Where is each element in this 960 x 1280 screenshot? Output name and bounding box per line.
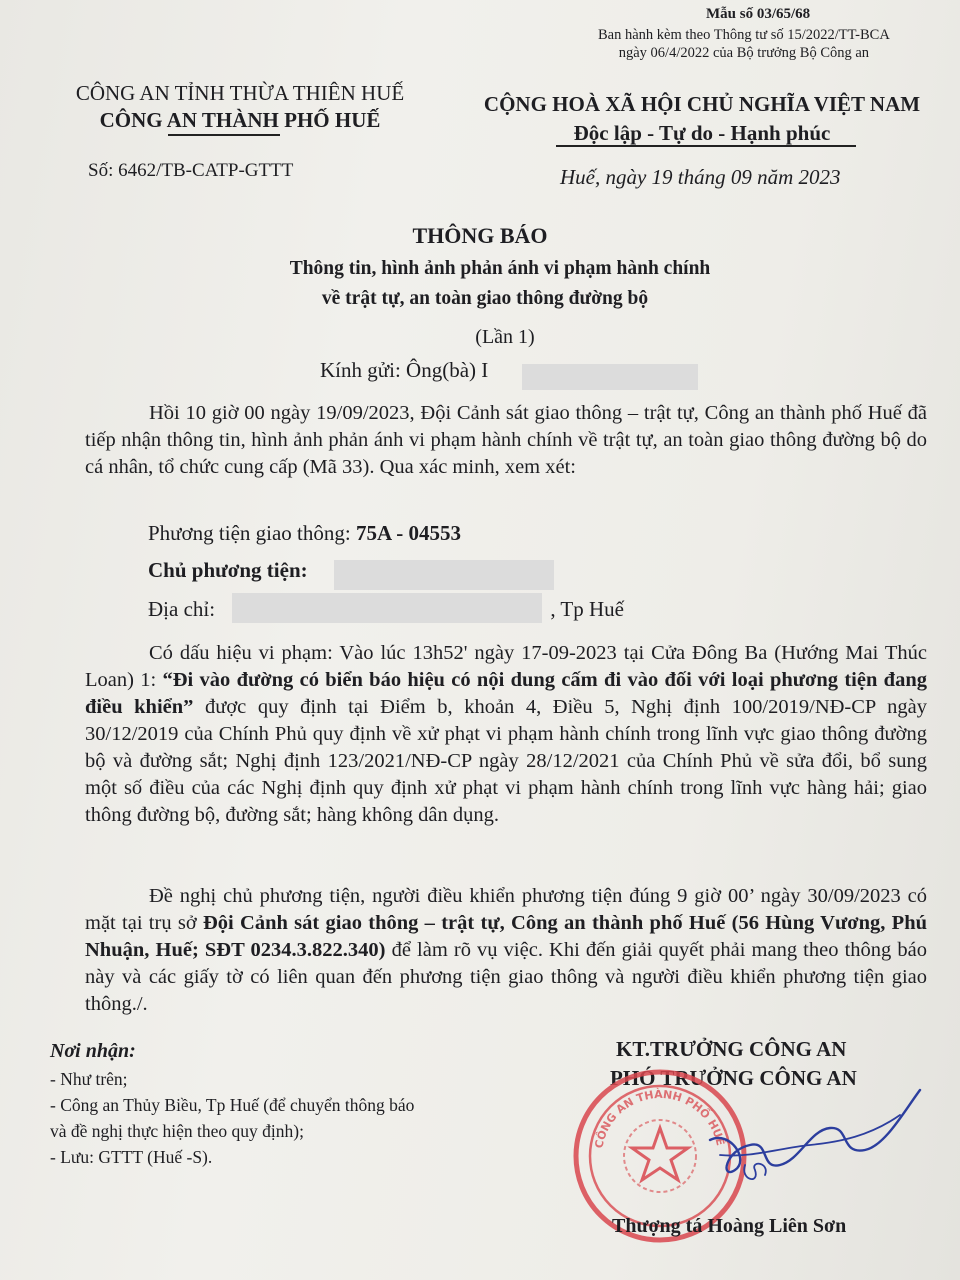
country-name: CỘNG HOÀ XÃ HỘI CHỦ NGHĨA VIỆT NAM [483, 92, 921, 116]
handwritten-signature [690, 1070, 930, 1220]
motto: Độc lập - Tự do - Hạnh phúc [573, 121, 831, 145]
body-paragraph-3 [85, 883, 927, 1018]
address-label: Địa chỉ: [148, 597, 221, 621]
form-basis [598, 26, 890, 62]
request-intro: Đề nghị chủ phương tiện, người điều khiển phương tiện đúng 9 giờ 00’ ngày 30/09/2023 có mặt tại trụ sở [85, 885, 927, 934]
signature-title-2: PHÓ TRƯỞNG CÔNG AN [610, 1066, 857, 1090]
vehicle-field [148, 521, 461, 546]
form-basis-line1: Ban hành kèm theo Thông tư số 15/2022/TT-BCA [598, 27, 890, 43]
redacted-address [232, 593, 542, 623]
national-heading [462, 90, 942, 148]
body-paragraph-1: Hồi 10 giờ 00 ngày 19/09/2023, Đội Cảnh sát giao thông – trật tự, Công an thành phố Huế đã tiếp nhận thông tin, hình ảnh phản ánh vi phạm hành chính về trật tự, an toàn giao thông đường bộ do cá nhân, tổ chức cung cấp (Mã 33). Qua xác minh, xem xét: [85, 402, 927, 478]
office-address: Đội Cảnh sát giao thông – trật tự, Công an thành phố Huế (56 Hùng Vương, Phú Nhuận, Huế; SĐT 0234.3.822.340) [85, 912, 927, 961]
recipients-title: Nơi nhận: [50, 1040, 136, 1062]
violation-legal-basis: được quy định tại Điểm b, khoản 4, Điều 5, Nghị định 100/2019/NĐ-CP ngày 30/12/2019 của Chính Phủ quy định về xử phạt vi phạm hành chính trong lĩnh vực giao thông đường bộ và đường sắt; Nghị định 123/2021/NĐ-CP ngày 28/12/2021 của Chính Phủ về sửa đổi, bổ sung một số điều của các Nghị định quy định xử phạt vi phạm hành chính trong lĩnh vực hàng hải; giao thông đường bộ, đường sắt; hàng không dân dụng. [85, 696, 927, 826]
vehicle-plate: 75A - 04553 [355, 521, 461, 545]
address-suffix: , Tp Huế [550, 597, 624, 621]
recipient-item: - Công an Thủy Biều, Tp Huế (để chuyển thông báo [50, 1095, 415, 1115]
request-instructions: để làm rõ vụ việc. Khi đến giải quyết phải mang theo thông báo này và các giấy tờ có liên quan đến phương tiện giao thông và người điều khiển phương tiện giao thông./. [85, 939, 927, 1015]
document-title: THÔNG BÁO [412, 223, 548, 248]
signer-name: Thượng tá Hoàng Liên Sơn [612, 1215, 847, 1237]
document-subtitle-line2: về trật tự, an toàn giao thông đường bộ [321, 288, 649, 309]
violation-intro: Có dấu hiệu vi phạm: Vào lúc 13h52' ngày 17-09-2023 tại Cửa Đông Ba (Hướng Mai Thúc Loan) 1: [85, 642, 927, 691]
agency-underline [168, 134, 280, 136]
recipient-item: - Như trên; [50, 1069, 128, 1089]
notice-times: (Lần 1) [475, 326, 535, 348]
owner-label: Chủ phương tiện: [148, 558, 308, 582]
recipient-item: - Lưu: GTTT (Huế -S). [50, 1147, 213, 1167]
form-number: Mẫu số 03/65/68 [706, 6, 811, 22]
recipient-item: và đề nghị thực hiện theo quy định); [50, 1121, 304, 1141]
violation-description: “Đi vào đường có biển báo hiệu có nội dung cấm đi vào đối với loại phương tiện đang điều khiển” [85, 669, 927, 718]
agency-parent: CÔNG AN TỈNH THỪA THIÊN HUẾ [75, 81, 405, 105]
addressee: Kính gửi: Ông(bà) I [320, 358, 489, 382]
motto-underline [556, 145, 856, 147]
form-basis-line2: ngày 06/4/2022 của Bộ trưởng Bộ Công an [618, 45, 870, 61]
owner-field [148, 558, 308, 583]
vehicle-label: Phương tiện giao thông: [148, 521, 356, 545]
signature-title-1: KT.TRƯỞNG CÔNG AN [616, 1037, 847, 1061]
body-paragraph-2 [85, 640, 927, 829]
agency-name: CÔNG AN THÀNH PHỐ HUẾ [99, 108, 381, 132]
redacted-name [522, 364, 698, 390]
document-number: Số: 6462/TB-CATP-GTTT [88, 160, 294, 181]
seal-text: CÔNG AN THÀNH PHỐ HUẾ [592, 1087, 728, 1150]
place-date: Huế, ngày 19 tháng 09 năm 2023 [560, 165, 841, 189]
redacted-owner [334, 560, 554, 590]
issuing-agency [50, 80, 430, 134]
document-subtitle-line1: Thông tin, hình ảnh phản ánh vi phạm hành chính [289, 258, 711, 279]
